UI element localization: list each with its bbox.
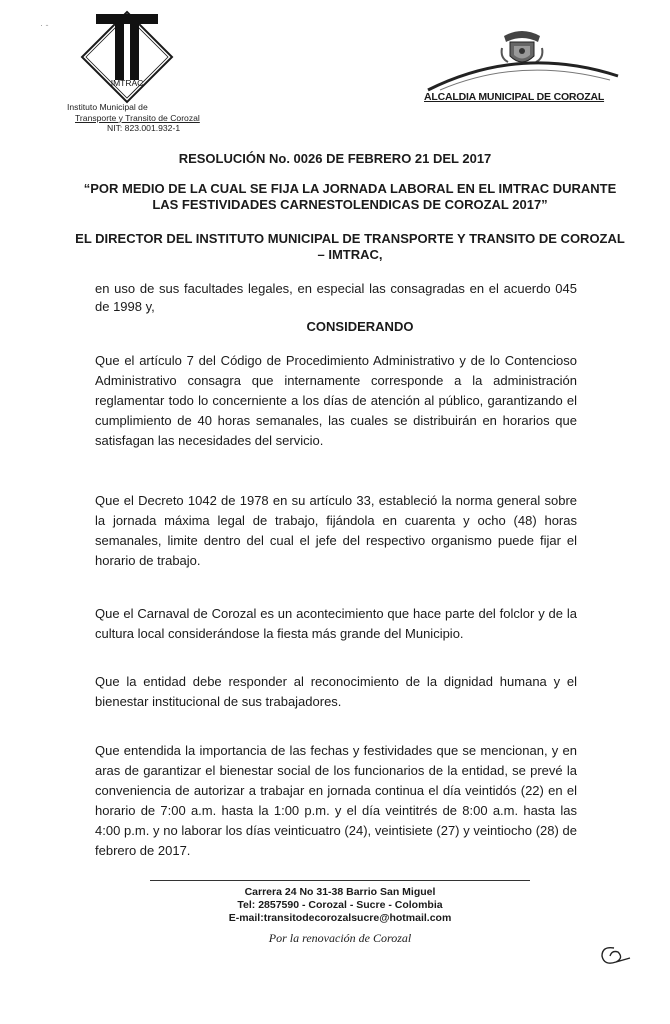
institute-nit: NIT: 823.001.932-1 bbox=[107, 123, 181, 134]
paragraph-5: Que entendida la importancia de las fechas y festividades que se mencionan, y en aras de garantizar el bienestar social de los funcionarios de la entidad, se prevé la conveniencia de autorizar a trabajar en jornada continua el día veintidós (22) en el horario de 7:00 a.m. hasta la 1:00 p.m. y el día veintitrés de 8:00 a.m. hasta las 4:00 p.m. y no laborar los días veinticuatro (24), veintisiete (27) y veintiocho (28) de febrero de 2017. bbox=[95, 743, 577, 858]
paragraph-1: Que el artículo 7 del Código de Procedimiento Administrativo y de lo Contencioso Administrativo consagra que internamente corresponde a la administración reglamentar todo lo concerniente a los días de atención al público, garantizando el cumplimiento de 40 horas semanales, las cuales se distribuirán en horarios que satisfagan las necesidades del servicio. bbox=[95, 353, 577, 448]
institute-line1: Instituto Municipal de bbox=[67, 102, 148, 112]
footer-email: E-mail:transitodecorozalsucre@hotmail.com bbox=[228, 912, 452, 924]
paragraph-3: Que el Carnaval de Corozal es un acontecimiento que hace parte del folclor y de la cultura local considerándose la fiesta más grande del Municipio. bbox=[95, 606, 577, 641]
footer-phone: Tel: 2857590 - Corozal - Sucre - Colombia bbox=[237, 899, 443, 911]
issuing-authority: EL DIRECTOR DEL INSTITUTO MUNICIPAL DE TRANSPORTE Y TRANSITO DE COROZAL – IMTRAC, bbox=[75, 231, 625, 262]
resolution-subject: “POR MEDIO DE LA CUAL SE FIJA LA JORNADA LABORAL EN EL IMTRAC DURANTE LAS FESTIVIDADES CARNESTOLENDICAS DE COROZAL 2017” bbox=[83, 181, 617, 212]
swoosh-decoration bbox=[420, 56, 620, 92]
institute-line2: Transporte y Transito de Corozal bbox=[75, 112, 200, 123]
resolution-title: RESOLUCIÓN No. 0026 DE FEBRERO 21 DEL 2017 bbox=[178, 151, 492, 166]
faculties-paragraph: en uso de sus facultades legales, en especial las consagradas en el acuerdo 045 de 1998 y, bbox=[95, 281, 577, 314]
scan-mark: · - bbox=[40, 20, 49, 30]
footer-divider bbox=[150, 880, 530, 881]
paragraph-4: Que la entidad debe responder al reconocimiento de la dignidad humana y el bienestar institucional de sus trabajadores. bbox=[95, 674, 577, 709]
handwritten-initial bbox=[596, 940, 632, 970]
considerando-heading: CONSIDERANDO bbox=[306, 319, 414, 334]
imtrac-logo bbox=[80, 10, 174, 104]
institute-name bbox=[63, 102, 223, 134]
alcaldia-name: ALCALDIA MUNICIPAL DE COROZAL bbox=[424, 91, 605, 103]
footer-address: Carrera 24 No 31-38 Barrio San Miguel bbox=[244, 886, 436, 898]
logo-text: IMTRAC bbox=[110, 78, 144, 88]
paragraph-2: Que el Decreto 1042 de 1978 en su artículo 33, estableció la norma general sobre la jornada máxima legal de trabajo, fijándola en cuarenta y ocho (48) horas semanales, limite dentro del cual el jefe del respectivo organismo puede fijar el horario de trabajo. bbox=[95, 493, 577, 568]
footer-slogan: Por la renovación de Corozal bbox=[268, 931, 412, 945]
